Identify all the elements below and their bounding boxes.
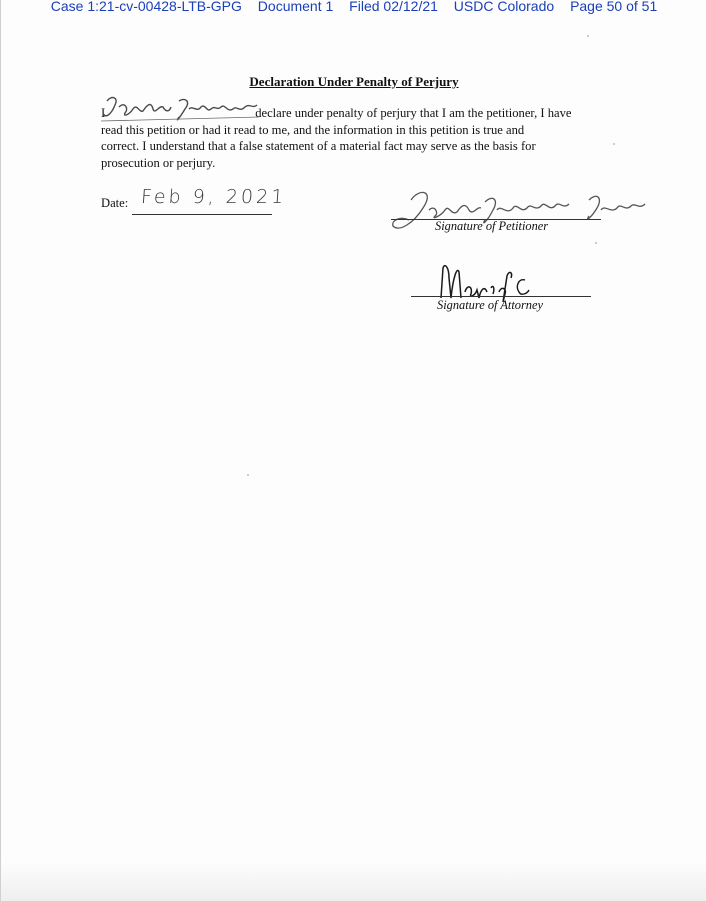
page-number: Page 50 of 51 <box>570 0 658 14</box>
attorney-signature-line <box>411 296 591 297</box>
attorney-signature-label: Signature of Attorney <box>437 298 543 312</box>
scan-speck <box>613 143 615 145</box>
declaration-line2: read this petition or had it read to me, and the information in this petition is true and <box>101 122 525 137</box>
declaration-line4: prosecution or perjury. <box>101 155 216 170</box>
handwritten-name-signature <box>99 93 264 127</box>
document-number: Document 1 <box>257 0 334 14</box>
court-name: USDC Colorado <box>453 0 555 14</box>
page-bottom-shadow <box>1 861 706 901</box>
date-line <box>132 214 272 215</box>
petitioner-signature-label: Signature of Petitioner <box>435 219 549 233</box>
case-number: Case 1:21-cv-00428-LTB-GPG <box>50 0 242 14</box>
handwritten-date: Feb 9, 2021 <box>140 186 287 208</box>
case-header-stamp <box>1 0 706 14</box>
inline-name-signature <box>105 105 255 119</box>
scan-speck <box>595 242 597 244</box>
date-label: Date: <box>101 196 129 210</box>
declaration-line3: correct. I understand that a false statement of a material fact may serve as the basis for <box>101 139 536 154</box>
declaration-line1: declare under penalty of perjury that I am the petitioner, I have <box>255 106 572 120</box>
declaration-prefix: I <box>101 106 106 120</box>
scan-speck <box>247 474 249 476</box>
declaration-title: Declaration Under Penalty of Perjury <box>249 74 459 89</box>
filed-date: Filed 02/12/21 <box>349 0 438 14</box>
scan-speck <box>587 35 589 37</box>
declaration-body <box>101 105 611 171</box>
